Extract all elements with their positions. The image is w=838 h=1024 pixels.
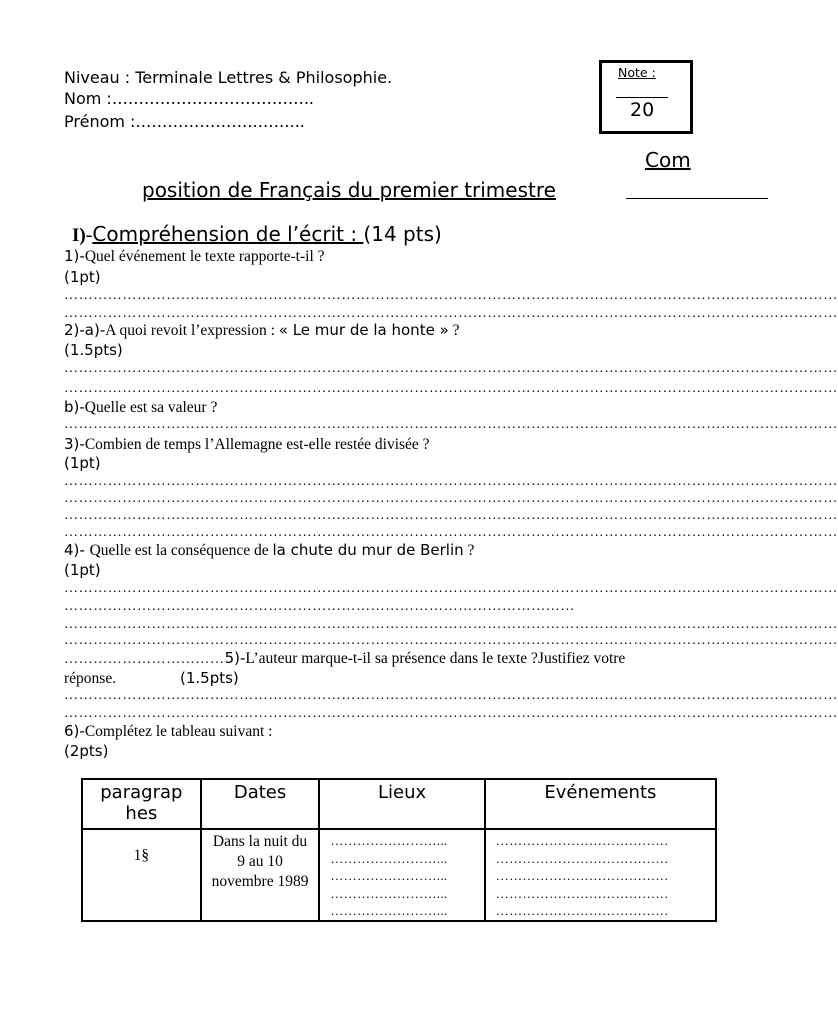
question-text-end: ? bbox=[448, 322, 460, 339]
question-5-cont bbox=[64, 668, 116, 689]
question-6-points: (2pts) bbox=[64, 742, 109, 760]
answer-line[interactable]: ………………………………… bbox=[495, 833, 669, 848]
answer-line[interactable]: …………………………………………………………………………………………………………………………………………… bbox=[64, 491, 838, 506]
page-title-part2: position de Français du premier trimestre bbox=[142, 178, 556, 202]
answer-line[interactable]: ……………………... bbox=[330, 903, 448, 918]
question-2a-points: (1.5pts) bbox=[64, 341, 123, 359]
answer-line[interactable]: ………………………………… bbox=[495, 850, 669, 866]
question-number: 6)- bbox=[64, 722, 85, 740]
question-2b bbox=[64, 397, 217, 418]
question-text: Quel événement le texte rapporte-t-il ? bbox=[84, 248, 325, 265]
niveau-line: Niveau : Terminale Lettres & Philosophie. bbox=[64, 68, 393, 87]
column-header-paragraphs: paragrap hes bbox=[82, 779, 201, 829]
question-highlight: la chute du mur de Berlin bbox=[272, 541, 464, 559]
question-number: 5)- bbox=[224, 649, 246, 667]
question-6 bbox=[64, 721, 272, 742]
section-title: Compréhension de l’écrit : bbox=[92, 222, 364, 246]
column-header-evenements: Evénements bbox=[485, 779, 716, 829]
question-quote: « Le mur de la honte » bbox=[278, 321, 449, 339]
question-2a bbox=[64, 320, 460, 341]
question-text-cont: réponse. bbox=[64, 670, 117, 687]
nom-field[interactable]: Nom :……………………………….. bbox=[64, 89, 314, 108]
answer-dots-prefix[interactable]: …………………………… bbox=[64, 652, 225, 667]
answer-line[interactable]: …………………………………………………………………………………………………………………………………………… bbox=[64, 417, 838, 432]
question-text: Quelle est sa valeur ? bbox=[84, 399, 218, 416]
answer-line[interactable]: …………………………………………………………………………………………………………………………………………… bbox=[64, 706, 838, 721]
cell-paragraph: 1§ bbox=[82, 829, 201, 921]
page-title-part1: Com bbox=[645, 148, 691, 172]
fraction-bar bbox=[616, 97, 668, 98]
question-1-points: (1pt) bbox=[64, 268, 101, 286]
answer-line[interactable]: …………………………………………………………………………………………………………………………………………… bbox=[64, 381, 838, 396]
question-text: Quelle est la conséquence de bbox=[89, 542, 273, 559]
answer-line[interactable]: …………………………………………………………………………………………… bbox=[64, 599, 575, 614]
grade-box bbox=[599, 60, 693, 134]
answer-line[interactable]: ………………………………… bbox=[495, 868, 669, 883]
question-text: L’auteur marque-t-il sa présence dans le texte ?Justifiez votre bbox=[245, 650, 626, 667]
note-label: Note : bbox=[618, 65, 656, 80]
answer-line[interactable]: ……………………... bbox=[330, 833, 448, 848]
table-header-row bbox=[82, 779, 716, 829]
title-underline-extension bbox=[626, 198, 768, 199]
question-text: Complétez le tableau suivant : bbox=[84, 723, 273, 740]
section-dash: - bbox=[85, 224, 93, 246]
question-4 bbox=[64, 540, 474, 561]
answer-line[interactable]: …………………………………………………………………………………………………………………………………………… bbox=[64, 581, 838, 596]
section-points: (14 pts) bbox=[363, 222, 442, 246]
answer-line[interactable]: …………………………………………………………………………………………………………………………………………… bbox=[64, 361, 838, 376]
question-number: 3)- bbox=[64, 435, 85, 453]
answer-line[interactable]: …………………………………………………………………………………………………………………………………………… bbox=[64, 508, 838, 523]
prenom-field[interactable]: Prénom :…………………..……... bbox=[64, 112, 305, 131]
answer-line[interactable]: ……………………... bbox=[330, 850, 448, 866]
question-4-points: (1pt) bbox=[64, 561, 101, 579]
answer-line[interactable]: …………………………………………………………………………………………………………………………………………… bbox=[64, 306, 838, 321]
question-number: 4)- bbox=[64, 541, 90, 559]
question-text-end: ? bbox=[463, 542, 475, 559]
question-1 bbox=[64, 246, 325, 267]
question-3-points: (1pt) bbox=[64, 454, 101, 472]
events-table bbox=[81, 778, 717, 922]
cell-evenements[interactable] bbox=[485, 829, 716, 921]
note-total: 20 bbox=[630, 99, 655, 121]
question-number: 2)-a)- bbox=[64, 321, 106, 339]
cell-lieux[interactable] bbox=[319, 829, 484, 921]
answer-line[interactable]: …………………………………………………………………………………………………………………………………………… bbox=[64, 474, 838, 489]
answer-line[interactable]: …………………………………………………………………………………………………………………………………………… bbox=[64, 525, 838, 540]
question-5-points: (1.5pts) bbox=[180, 669, 239, 687]
question-5 bbox=[64, 648, 625, 670]
cell-date: Dans la nuit du 9 au 10 novembre 1989 bbox=[201, 829, 320, 921]
column-header-lieux: Lieux bbox=[319, 779, 484, 829]
answer-line[interactable]: ………………………………… bbox=[495, 903, 669, 918]
answer-line[interactable]: …………………………………………………………………………………………………………………………………………… bbox=[64, 288, 838, 303]
answer-line[interactable]: …………………………………………………………………………………………………………………………………………… bbox=[64, 617, 838, 632]
question-text: A quoi revoit l’expression : bbox=[105, 322, 279, 339]
table-row bbox=[82, 829, 716, 921]
section-heading bbox=[72, 222, 442, 248]
answer-line[interactable]: ………………………………… bbox=[495, 885, 669, 901]
question-number: 1)- bbox=[64, 247, 85, 265]
section-number: I) bbox=[72, 225, 86, 246]
answer-line[interactable]: …………………………………………………………………………………………………………………………………………… bbox=[64, 688, 838, 703]
question-text: Combien de temps l’Allemagne est-elle restée divisée ? bbox=[84, 436, 430, 453]
answer-line[interactable]: ……………………... bbox=[330, 868, 448, 883]
answer-line[interactable]: ……………………... bbox=[330, 885, 448, 901]
answer-line[interactable]: …………………………………………………………………………………………………………………………………………… bbox=[64, 633, 838, 648]
question-3 bbox=[64, 434, 430, 455]
question-number: b)- bbox=[64, 398, 85, 416]
column-header-dates: Dates bbox=[201, 779, 320, 829]
